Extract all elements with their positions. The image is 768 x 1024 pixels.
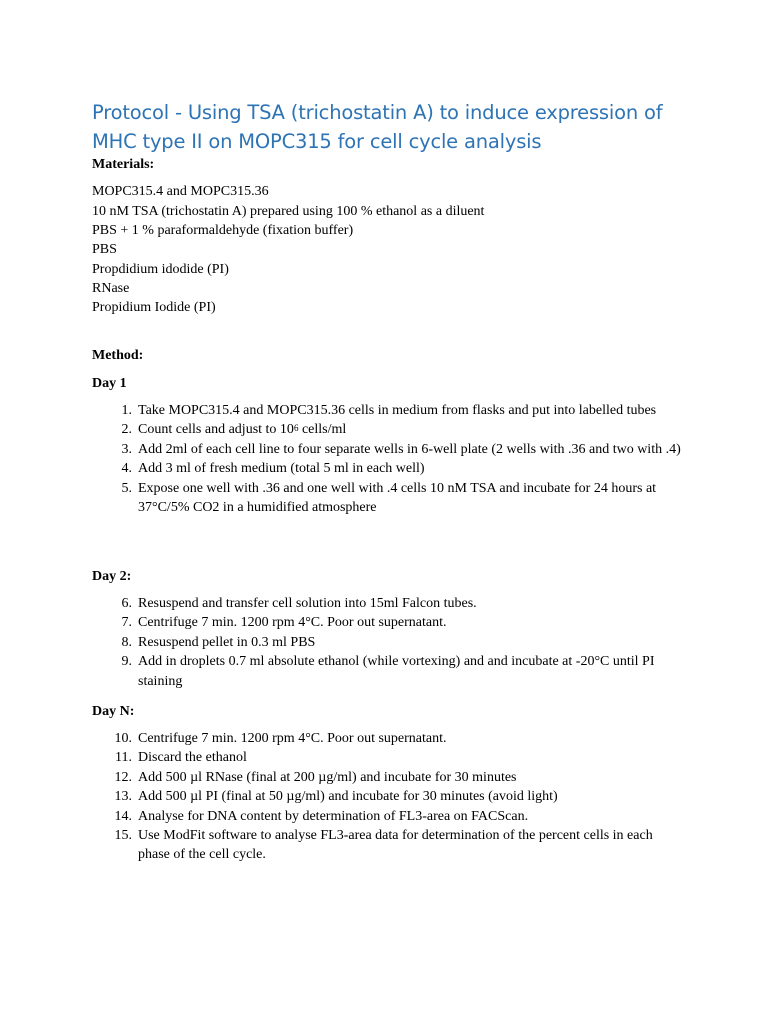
materials-item: RNase (92, 281, 130, 296)
day2-steps-list (0, 594, 768, 691)
list-item (0, 594, 768, 613)
list-item (0, 479, 768, 518)
materials-item: Propdidium idodide (PI) (92, 262, 229, 277)
day2-heading: Day 2: (92, 569, 132, 584)
step-number: 6. (121, 596, 132, 611)
list-item (0, 826, 768, 865)
list-item (0, 768, 768, 787)
step-number: 2. (121, 422, 132, 438)
list-item (0, 633, 768, 652)
materials-item: 10 nM TSA (trichostatin A) prepared using 100 % ethanol as a diluent (92, 204, 485, 219)
list-item (0, 420, 768, 439)
step-number: 14. (114, 808, 132, 824)
step-exponent: 6 (293, 423, 299, 434)
list-item (0, 401, 768, 420)
materials-heading: Materials: (92, 157, 155, 172)
list-item (0, 440, 768, 459)
step-number: 13. (114, 789, 132, 805)
step-text: Resuspend pellet in 0.3 ml PBS (138, 634, 316, 650)
method-heading: Method: (92, 348, 144, 363)
step-text-main: Count cells and adjust to 10 (138, 422, 294, 438)
step-text: Use ModFit software to analyse FL3-area data for determination of the percent cells in each phase of the cell cycle. (138, 828, 653, 863)
list-item (0, 459, 768, 478)
step-text: Add 500 µl RNase (final at 200 µg/ml) and incubate for 30 minutes (138, 769, 517, 785)
step-text (138, 420, 683, 439)
list-item (0, 748, 768, 767)
materials-item: PBS (92, 242, 117, 257)
step-number: 8. (121, 634, 132, 650)
step-text: Discard the ethanol (138, 750, 247, 766)
materials-item: PBS + 1 % paraformaldehyde (fixation buffer) (92, 223, 354, 238)
materials-item: Propidium Iodide (PI) (92, 300, 216, 315)
step-text: Add in droplets 0.7 ml absolute ethanol (while vortexing) and and incubate at -20°C until PI staining (138, 654, 655, 689)
step-number: 7. (121, 615, 132, 631)
step-number: 1. (121, 403, 132, 418)
list-item (0, 652, 768, 691)
step-number: 4. (121, 461, 132, 477)
dayN-steps-list (0, 729, 768, 865)
list-item (0, 613, 768, 632)
step-text: Resuspend and transfer cell solution into 15ml Falcon tubes. (138, 596, 477, 611)
step-text: Expose one well with .36 and one well with .4 cells 10 nM TSA and incubate for 24 hours at 37°C/5% CO2 in a humidified atmosphere (138, 480, 657, 516)
step-text: Add 500 µl PI (final at 50 µg/ml) and incubate for 30 minutes (avoid light) (138, 789, 558, 805)
step-text: Centrifuge 7 min. 1200 rpm 4°C. Poor out supernatant. (138, 615, 447, 631)
step-number: 3. (121, 441, 132, 457)
step-number: 9. (121, 654, 132, 670)
list-item (0, 787, 768, 806)
step-number: 5. (121, 480, 132, 496)
step-text: Analyse for DNA content by determination of FL3-area on FACScan. (138, 808, 529, 824)
step-number: 10. (114, 731, 132, 746)
day1-steps-list (0, 401, 768, 517)
dayN-heading: Day N: (92, 704, 135, 719)
day1-heading: Day 1 (92, 376, 127, 391)
step-number: 12. (114, 769, 132, 785)
step-number: 15. (114, 828, 132, 844)
materials-item: MOPC315.4 and MOPC315.36 (92, 184, 269, 199)
page-title: Protocol - Using TSA (trichostatin A) to induce expression of MHC type II on MOPC315 for cell cycle analysis (92, 101, 663, 153)
step-text: Take MOPC315.4 and MOPC315.36 cells in medium from flasks and put into labelled tubes (138, 403, 657, 418)
step-text-unit: cells/ml (298, 422, 347, 438)
list-item (0, 729, 768, 748)
step-text: Centrifuge 7 min. 1200 rpm 4°C. Poor out supernatant. (138, 731, 447, 746)
step-text: Add 2ml of each cell line to four separate wells in 6-well plate (2 wells with .36 and two with .4) (138, 441, 681, 457)
step-number: 11. (115, 750, 132, 766)
step-text: Add 3 ml of fresh medium (total 5 ml in each well) (138, 461, 425, 477)
list-item (0, 807, 768, 826)
